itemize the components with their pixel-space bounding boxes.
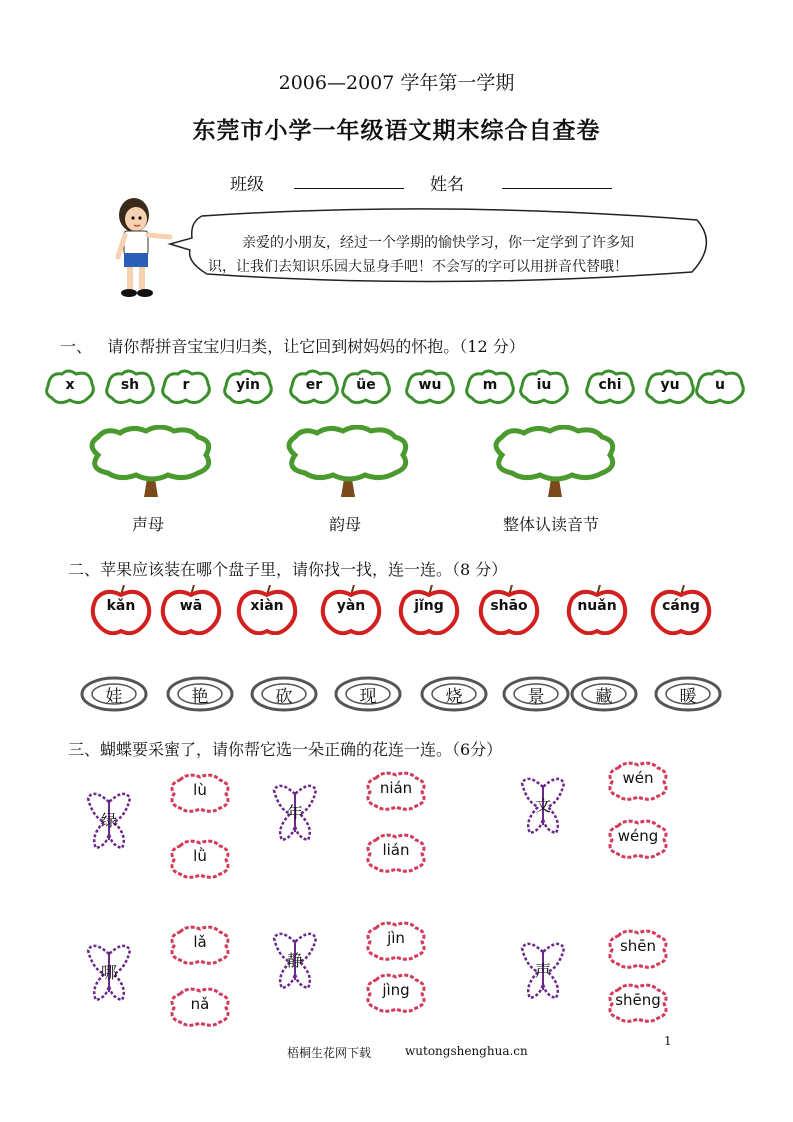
plate [420, 676, 488, 712]
section-1-heading: 一、 请你帮拼音宝宝归归类，让它回到树妈妈的怀抱。（12 分） [60, 337, 525, 356]
apple-pinyin: jǐng [414, 598, 444, 614]
pinyin-leaf [288, 368, 340, 406]
leaf-label: sh [120, 377, 140, 393]
butterfly-character: 哪 [100, 963, 117, 982]
intro-line-1: 亲爱的小朋友，经过一个学期的愉快学习，你一定学到了许多知 [242, 235, 634, 251]
plate-character: 烧 [445, 687, 463, 707]
apple-pinyin: xiàn [250, 598, 284, 614]
pinyin-leaf [160, 368, 212, 406]
flower [362, 920, 430, 962]
apple [320, 585, 382, 635]
tree-icon [484, 425, 624, 500]
apple [90, 585, 152, 635]
name-label: 姓名 [430, 175, 464, 195]
plate-character: 砍 [275, 687, 293, 707]
apple [566, 585, 628, 635]
butterfly [270, 782, 320, 844]
name-blank[interactable] [502, 187, 612, 189]
butterfly [84, 942, 134, 1004]
butterfly [270, 930, 320, 992]
butterfly [518, 775, 568, 837]
section-2-heading: 二、苹果应该装在哪个盘子里，请你找一找，连一连。（8 分） [68, 560, 508, 579]
tree-label: 整体认读音节 [503, 515, 600, 534]
apple [236, 585, 298, 635]
apple-pinyin: cáng [662, 598, 700, 614]
tree-icon [80, 425, 220, 500]
butterfly [84, 790, 134, 852]
intro-line-2: 识，让我们去知识乐园大显身手吧！不会写的字可以用拼音代替哦！ [208, 259, 628, 275]
butterfly [518, 940, 568, 1002]
plate [570, 676, 638, 712]
pinyin-leaf [518, 368, 570, 406]
flower [604, 928, 672, 970]
flower-pinyin: wén [622, 769, 654, 787]
plate [502, 676, 570, 712]
apple [650, 585, 712, 635]
apple-pinyin: yàn [336, 598, 366, 614]
leaf-label: u [715, 377, 725, 393]
leaf-label: yu [660, 377, 680, 393]
flower-pinyin: lǜ [193, 847, 207, 865]
flower-pinyin: jìn [387, 929, 405, 947]
class-blank[interactable] [294, 187, 404, 189]
plate-character: 艳 [191, 687, 209, 707]
flower-pinyin: shēn [619, 937, 657, 955]
apple [398, 585, 460, 635]
leaf-label: wu [418, 377, 442, 393]
flower [362, 832, 430, 874]
tree-label: 韵母 [329, 515, 362, 534]
leaf-label: x [65, 377, 75, 393]
footer-url: wutongshenghua.cn [405, 1044, 528, 1058]
tree-1 [80, 425, 220, 500]
tree-label: 声母 [132, 515, 165, 534]
apple-pinyin: shāo [490, 598, 528, 614]
flower [166, 986, 234, 1028]
apple-pinyin: kǎn [106, 598, 136, 614]
butterfly-character: 年 [286, 803, 303, 822]
butterfly-character: 静 [286, 951, 303, 970]
pinyin-leaf [584, 368, 636, 406]
apple-pinyin: wā [179, 598, 203, 614]
pinyin-leaf [404, 368, 456, 406]
apple [160, 585, 222, 635]
plate-character: 景 [527, 687, 545, 707]
plate [80, 676, 148, 712]
flower [166, 838, 234, 880]
pinyin-leaf [44, 368, 96, 406]
leaf-label: yin [236, 377, 260, 393]
apple [478, 585, 540, 635]
flower-pinyin: lǎ [193, 933, 207, 951]
page-number: 1 [664, 1034, 672, 1048]
flower [604, 818, 672, 860]
leaf-label: iu [536, 377, 552, 393]
pinyin-leaf [694, 368, 746, 406]
leaf-label: er [305, 377, 323, 393]
pinyin-leaf [644, 368, 696, 406]
leaf-label: r [182, 377, 190, 393]
flower-pinyin: nǎ [190, 995, 210, 1013]
section-3-heading: 三、蝴蝶要采蜜了，请你帮它选一朵正确的花连一连。（6分） [68, 740, 503, 759]
flower-pinyin: lián [382, 841, 410, 859]
footer-site-name: 梧桐生花网下载 [287, 1046, 372, 1060]
pinyin-leaf [222, 368, 274, 406]
flower [166, 772, 234, 814]
flower-pinyin: nián [379, 779, 413, 797]
pinyin-leaf [464, 368, 516, 406]
butterfly-character: 绿 [100, 811, 117, 830]
flower [604, 760, 672, 802]
tree-icon [277, 425, 417, 500]
pinyin-leaf [340, 368, 392, 406]
flower [362, 770, 430, 812]
plate-character: 娃 [105, 687, 123, 707]
butterfly-character: 声 [534, 961, 551, 980]
leaf-label: m [482, 377, 498, 393]
class-label: 班级 [230, 175, 264, 195]
exam-title: 东莞市小学一年级语文期末综合自查卷 [192, 117, 601, 144]
tree-2 [277, 425, 417, 500]
plate [654, 676, 722, 712]
flower [604, 982, 672, 1024]
plate-character: 暖 [679, 687, 697, 707]
flower [166, 924, 234, 966]
flower-pinyin: jìng [382, 981, 410, 999]
plate-character: 现 [359, 687, 377, 707]
tree-3 [484, 425, 624, 500]
plate [166, 676, 234, 712]
butterfly-character: 文 [534, 796, 551, 815]
pinyin-leaf [104, 368, 156, 406]
plate [250, 676, 318, 712]
plate-character: 藏 [595, 687, 613, 707]
exam-term: 2006—2007 学年第一学期 [278, 72, 515, 94]
plate [334, 676, 402, 712]
flower-pinyin: lù [193, 781, 207, 799]
flower-pinyin: shēng [615, 991, 661, 1009]
leaf-label: üe [356, 377, 376, 393]
flower-pinyin: wéng [617, 827, 659, 845]
apple-pinyin: nuǎn [577, 598, 617, 614]
leaf-label: chi [598, 377, 622, 393]
flower [362, 972, 430, 1014]
